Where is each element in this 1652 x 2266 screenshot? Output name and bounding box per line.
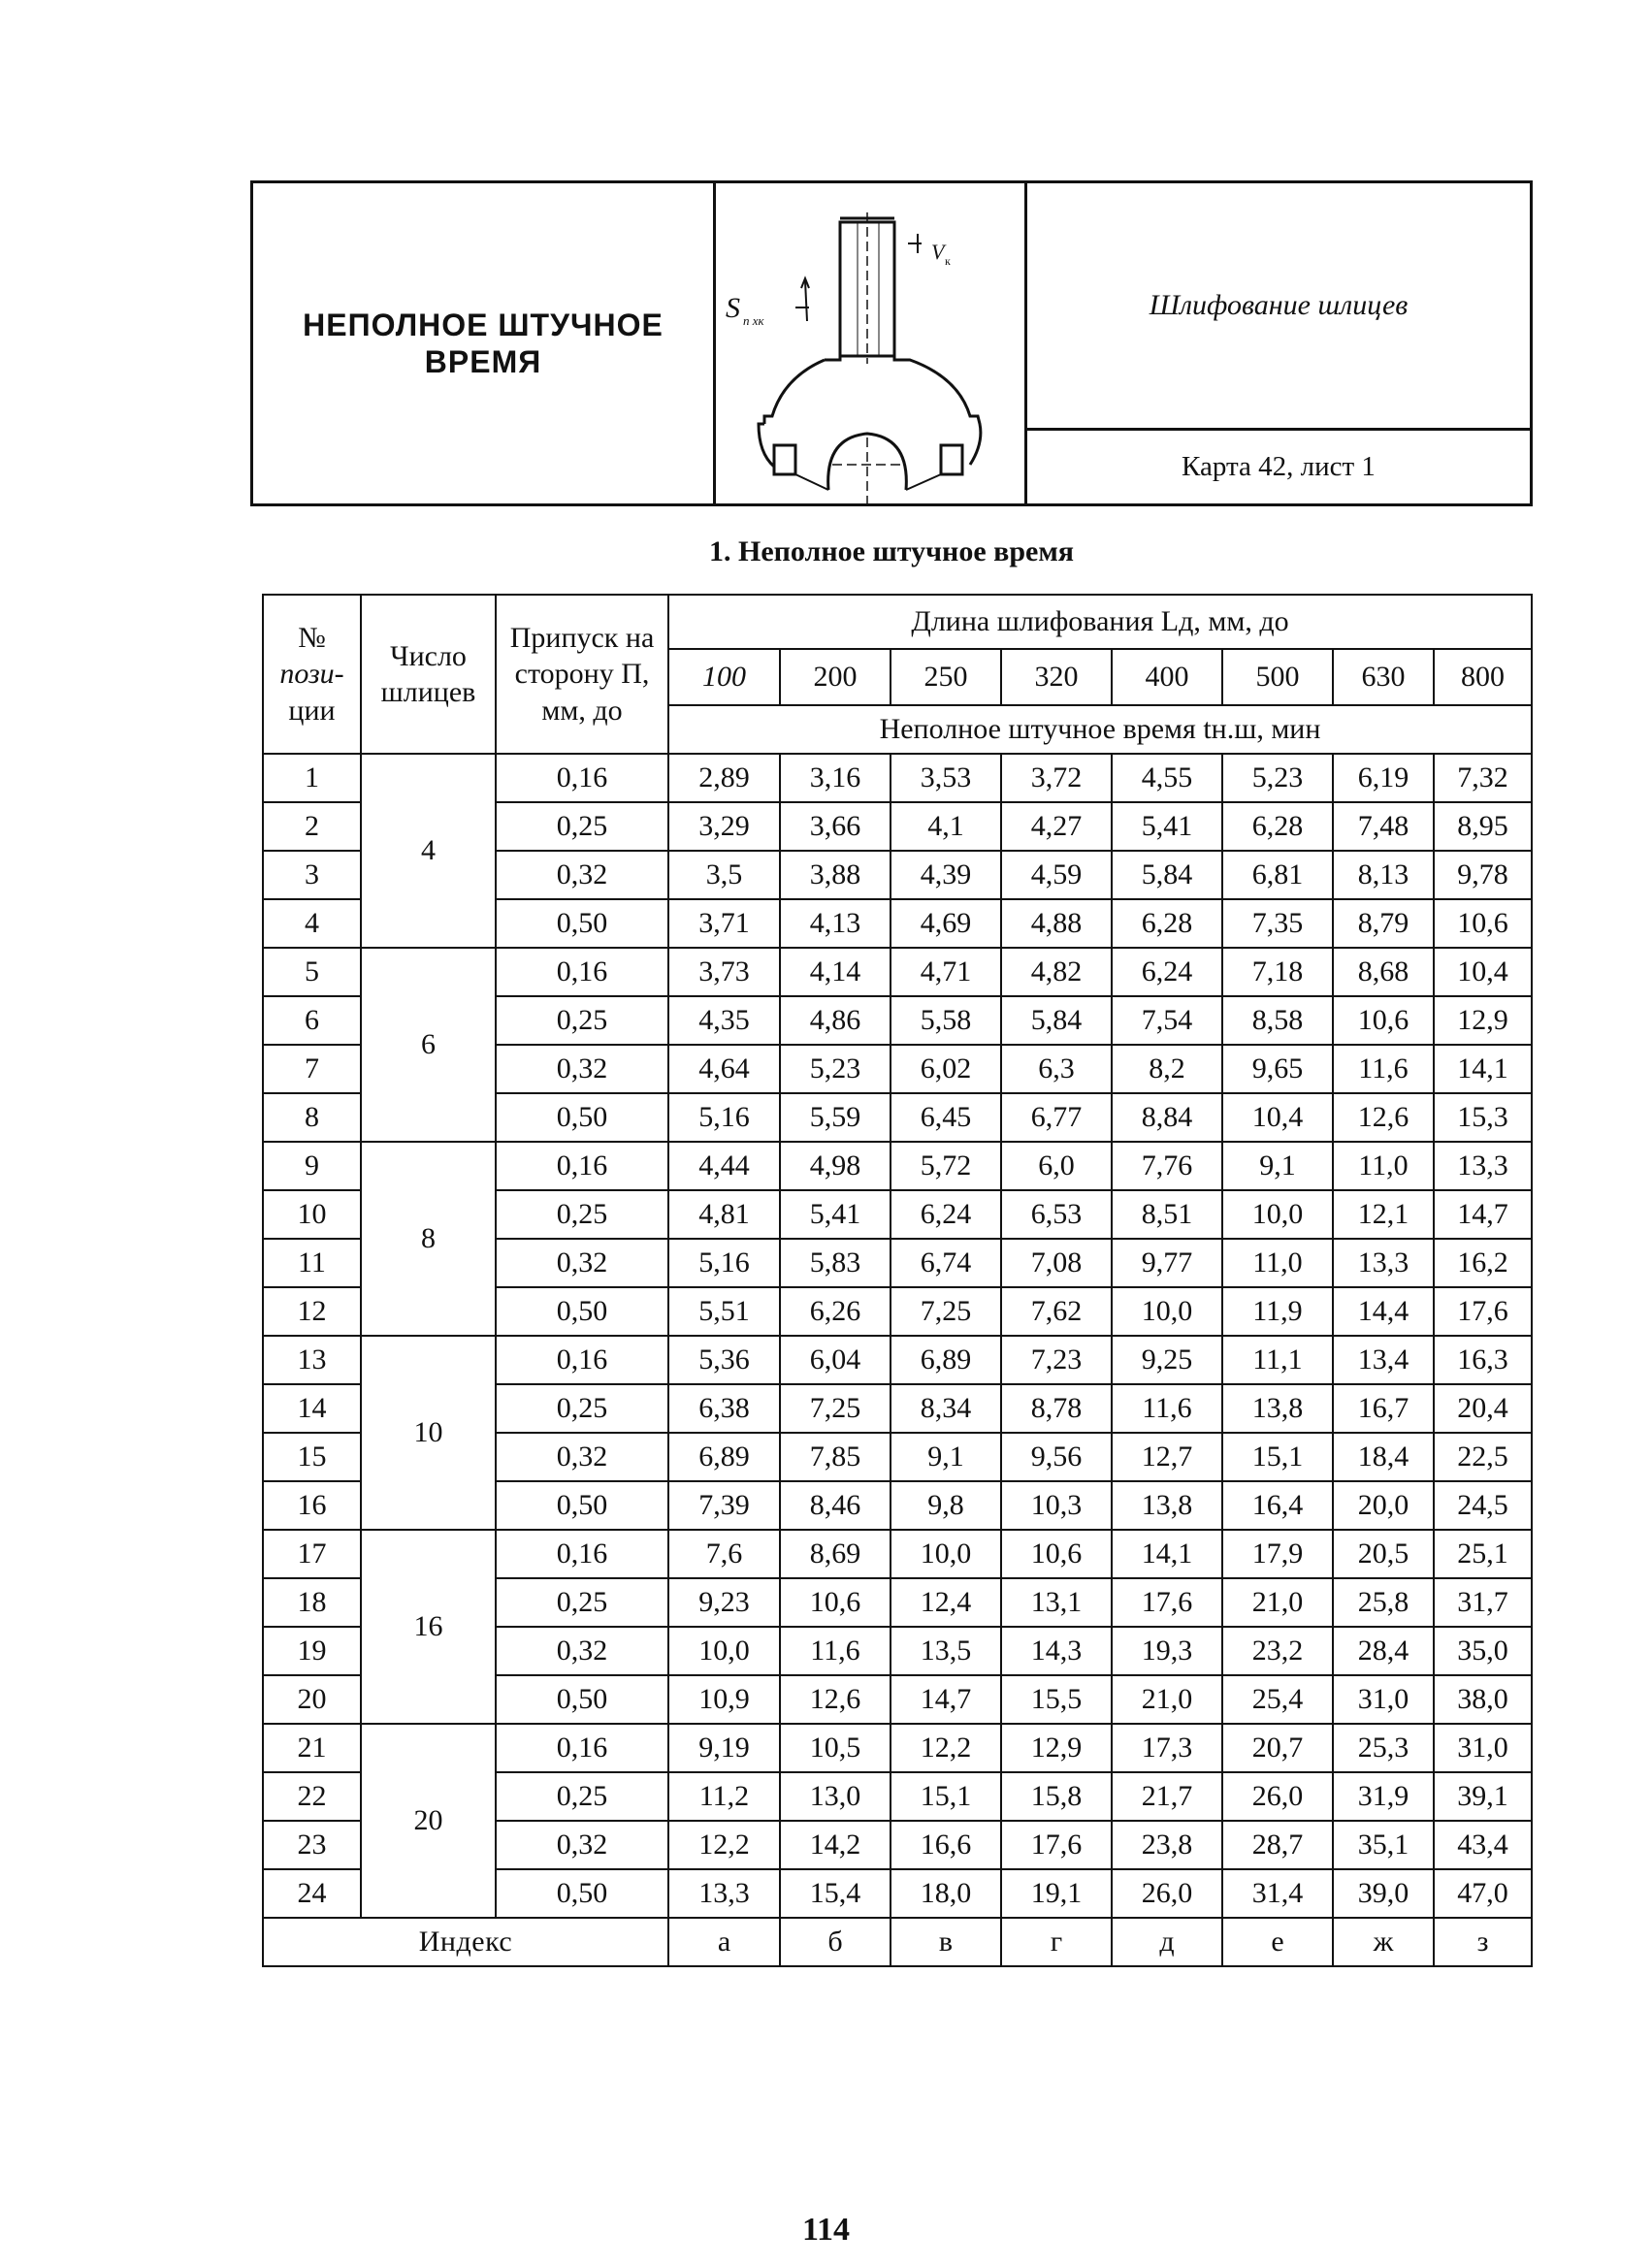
grinding-wheel-sketch-icon (716, 183, 1021, 503)
time-value-cell: 8,79 (1333, 899, 1434, 948)
time-value-cell: 25,8 (1333, 1578, 1434, 1627)
time-value-cell: 3,29 (668, 802, 780, 851)
length-header-400: 400 (1112, 649, 1222, 705)
table-row (263, 754, 1532, 802)
time-value-cell: 4,14 (780, 948, 891, 996)
position-cell: 19 (263, 1627, 361, 1675)
position-cell: 7 (263, 1045, 361, 1093)
time-value-cell: 9,25 (1112, 1336, 1222, 1384)
time-value-cell: 7,85 (780, 1433, 891, 1481)
time-value-cell: 7,39 (668, 1481, 780, 1530)
position-cell: 24 (263, 1869, 361, 1918)
length-header-200: 200 (780, 649, 891, 705)
time-value-cell: 7,54 (1112, 996, 1222, 1045)
table-row (263, 1724, 1532, 1772)
time-value-cell: 39,0 (1333, 1869, 1434, 1918)
time-value-cell: 11,6 (780, 1627, 891, 1675)
time-value-cell: 11,0 (1222, 1239, 1333, 1287)
piece-time-table (262, 594, 1533, 1967)
time-value-cell: 2,89 (668, 754, 780, 802)
time-value-cell: 5,41 (780, 1190, 891, 1239)
position-cell: 20 (263, 1675, 361, 1724)
time-value-cell: 9,77 (1112, 1239, 1222, 1287)
time-value-cell: 13,8 (1222, 1384, 1333, 1433)
allowance-cell: 0,32 (496, 1821, 668, 1869)
time-value-cell: 24,5 (1434, 1481, 1532, 1530)
position-header-line1: № (298, 621, 326, 654)
time-value-cell: 28,4 (1333, 1627, 1434, 1675)
allowance-cell: 0,50 (496, 1287, 668, 1336)
time-value-cell: 17,3 (1112, 1724, 1222, 1772)
header-title-line1: НЕПОЛНОЕ ШТУЧНОЕ (303, 307, 664, 342)
time-value-cell: 13,5 (891, 1627, 1001, 1675)
time-value-cell: 4,81 (668, 1190, 780, 1239)
position-cell: 15 (263, 1433, 361, 1481)
time-value-cell: 3,71 (668, 899, 780, 948)
position-cell: 10 (263, 1190, 361, 1239)
time-value-cell: 19,1 (1001, 1869, 1112, 1918)
time-value-cell: 19,3 (1112, 1627, 1222, 1675)
length-header-320: 320 (1001, 649, 1112, 705)
time-value-cell: 4,1 (891, 802, 1001, 851)
time-value-cell: 31,9 (1333, 1772, 1434, 1821)
position-cell: 6 (263, 996, 361, 1045)
time-value-cell: 31,7 (1434, 1578, 1532, 1627)
time-value-cell: 5,84 (1001, 996, 1112, 1045)
card-number: Карта 42, лист 1 (1182, 451, 1376, 482)
time-value-cell: 6,89 (891, 1336, 1001, 1384)
time-value-cell: 6,04 (780, 1336, 891, 1384)
time-value-cell: 5,36 (668, 1336, 780, 1384)
time-value-cell: 12,9 (1434, 996, 1532, 1045)
position-cell: 21 (263, 1724, 361, 1772)
time-value-cell: 31,4 (1222, 1869, 1333, 1918)
position-cell: 12 (263, 1287, 361, 1336)
time-value-cell: 11,2 (668, 1772, 780, 1821)
position-cell: 23 (263, 1821, 361, 1869)
index-letter-cell: з (1434, 1918, 1532, 1966)
time-value-cell: 11,0 (1333, 1142, 1434, 1190)
position-cell: 9 (263, 1142, 361, 1190)
time-value-cell: 8,58 (1222, 996, 1333, 1045)
time-value-cell: 11,9 (1222, 1287, 1333, 1336)
allowance-header-line2: сторону П, (514, 658, 650, 691)
index-letter-cell: а (668, 1918, 780, 1966)
time-value-cell: 23,8 (1112, 1821, 1222, 1869)
time-value-cell: 9,19 (668, 1724, 780, 1772)
allowance-cell: 0,25 (496, 996, 668, 1045)
time-value-cell: 10,6 (780, 1578, 891, 1627)
time-value-cell: 10,4 (1222, 1093, 1333, 1142)
diagram-s-subscript: n хк (743, 313, 764, 328)
header-info-cell (1027, 183, 1530, 503)
time-value-cell: 6,24 (891, 1190, 1001, 1239)
time-value-cell: 14,7 (1434, 1190, 1532, 1239)
allowance-cell: 0,25 (496, 1772, 668, 1821)
allowance-cell: 0,50 (496, 1093, 668, 1142)
time-value-cell: 13,3 (668, 1869, 780, 1918)
time-value-cell: 4,86 (780, 996, 891, 1045)
time-value-cell: 16,7 (1333, 1384, 1434, 1433)
allowance-cell: 0,50 (496, 1481, 668, 1530)
time-value-cell: 16,3 (1434, 1336, 1532, 1384)
allowance-column-header (496, 595, 668, 754)
allowance-cell: 0,16 (496, 948, 668, 996)
time-value-cell: 6,28 (1222, 802, 1333, 851)
time-value-cell: 10,4 (1434, 948, 1532, 996)
time-value-cell: 5,72 (891, 1142, 1001, 1190)
time-value-cell: 5,59 (780, 1093, 891, 1142)
index-letter-cell: г (1001, 1918, 1112, 1966)
time-value-cell: 22,5 (1434, 1433, 1532, 1481)
table-row (263, 1142, 1532, 1190)
time-value-cell: 3,88 (780, 851, 891, 899)
time-value-cell: 6,02 (891, 1045, 1001, 1093)
time-value-cell: 4,82 (1001, 948, 1112, 996)
time-value-cell: 16,2 (1434, 1239, 1532, 1287)
time-value-cell: 11,6 (1333, 1045, 1434, 1093)
time-value-cell: 14,1 (1434, 1045, 1532, 1093)
time-value-cell: 15,1 (1222, 1433, 1333, 1481)
time-value-cell: 13,1 (1001, 1578, 1112, 1627)
time-value-cell: 6,89 (668, 1433, 780, 1481)
time-value-cell: 12,7 (1112, 1433, 1222, 1481)
time-value-cell: 6,28 (1112, 899, 1222, 948)
position-cell: 14 (263, 1384, 361, 1433)
time-value-cell: 6,24 (1112, 948, 1222, 996)
time-value-cell: 8,69 (780, 1530, 891, 1578)
position-cell: 22 (263, 1772, 361, 1821)
allowance-cell: 0,16 (496, 1530, 668, 1578)
time-value-cell: 20,5 (1333, 1530, 1434, 1578)
time-value-cell: 8,68 (1333, 948, 1434, 996)
time-value-cell: 21,7 (1112, 1772, 1222, 1821)
allowance-header-line1: Припуск на (509, 621, 655, 654)
index-letter-cell: ж (1333, 1918, 1434, 1966)
time-value-cell: 17,6 (1434, 1287, 1532, 1336)
time-value-cell: 6,3 (1001, 1045, 1112, 1093)
time-value-cell: 26,0 (1112, 1869, 1222, 1918)
splines-cell: 4 (361, 754, 496, 948)
time-value-cell: 5,58 (891, 996, 1001, 1045)
position-cell: 3 (263, 851, 361, 899)
time-value-cell: 18,0 (891, 1869, 1001, 1918)
diagram-s-label: S (726, 292, 740, 324)
time-value-cell: 10,6 (1001, 1530, 1112, 1578)
time-value-cell: 4,98 (780, 1142, 891, 1190)
position-column-header (263, 595, 361, 754)
time-value-cell: 6,0 (1001, 1142, 1112, 1190)
length-header-250: 250 (891, 649, 1001, 705)
time-value-cell: 4,71 (891, 948, 1001, 996)
time-value-cell: 10,0 (891, 1530, 1001, 1578)
time-value-cell: 4,44 (668, 1142, 780, 1190)
time-value-cell: 8,2 (1112, 1045, 1222, 1093)
position-cell: 5 (263, 948, 361, 996)
time-value-cell: 5,83 (780, 1239, 891, 1287)
splines-column-header (361, 595, 496, 754)
position-cell: 8 (263, 1093, 361, 1142)
time-value-cell: 7,32 (1434, 754, 1532, 802)
allowance-cell: 0,50 (496, 1869, 668, 1918)
time-value-cell: 4,88 (1001, 899, 1112, 948)
time-value-cell: 14,7 (891, 1675, 1001, 1724)
time-value-cell: 3,5 (668, 851, 780, 899)
length-header-500: 500 (1222, 649, 1333, 705)
time-value-cell: 5,23 (780, 1045, 891, 1093)
time-value-cell: 17,6 (1001, 1821, 1112, 1869)
index-label: Индекс (263, 1918, 668, 1966)
time-value-cell: 8,95 (1434, 802, 1532, 851)
index-letter-cell: д (1112, 1918, 1222, 1966)
time-value-cell: 6,74 (891, 1239, 1001, 1287)
time-value-cell: 7,76 (1112, 1142, 1222, 1190)
time-value-cell: 3,66 (780, 802, 891, 851)
time-value-cell: 10,3 (1001, 1481, 1112, 1530)
splines-cell: 10 (361, 1336, 496, 1530)
time-value-cell: 12,1 (1333, 1190, 1434, 1239)
allowance-cell: 0,50 (496, 1675, 668, 1724)
splines-cell: 20 (361, 1724, 496, 1918)
allowance-cell: 0,25 (496, 1578, 668, 1627)
time-value-cell: 10,6 (1333, 996, 1434, 1045)
time-value-cell: 14,1 (1112, 1530, 1222, 1578)
allowance-cell: 0,32 (496, 1045, 668, 1093)
time-value-cell: 10,0 (1112, 1287, 1222, 1336)
position-cell: 4 (263, 899, 361, 948)
time-value-cell: 14,3 (1001, 1627, 1112, 1675)
splines-header-line1: Число (390, 639, 467, 672)
header-title-line2: ВРЕМЯ (424, 344, 542, 379)
diagram-v-label: V (931, 240, 945, 264)
time-value-cell: 21,0 (1222, 1578, 1333, 1627)
allowance-cell: 0,32 (496, 1627, 668, 1675)
time-value-cell: 4,27 (1001, 802, 1112, 851)
position-cell: 11 (263, 1239, 361, 1287)
time-value-cell: 17,9 (1222, 1530, 1333, 1578)
time-value-cell: 35,1 (1333, 1821, 1434, 1869)
time-value-cell: 21,0 (1112, 1675, 1222, 1724)
time-value-cell: 3,16 (780, 754, 891, 802)
time-value-cell: 9,8 (891, 1481, 1001, 1530)
time-value-cell: 15,3 (1434, 1093, 1532, 1142)
time-value-cell: 25,4 (1222, 1675, 1333, 1724)
time-value-cell: 17,6 (1112, 1578, 1222, 1627)
spline-grinding-diagram (716, 183, 1027, 503)
time-value-cell: 7,23 (1001, 1336, 1112, 1384)
time-value-cell: 4,55 (1112, 754, 1222, 802)
time-value-cell: 47,0 (1434, 1869, 1532, 1918)
time-value-cell: 23,2 (1222, 1627, 1333, 1675)
time-value-cell: 15,5 (1001, 1675, 1112, 1724)
time-value-cell: 7,62 (1001, 1287, 1112, 1336)
allowance-cell: 0,32 (496, 1239, 668, 1287)
length-header-800: 800 (1434, 649, 1532, 705)
table-row (263, 1530, 1532, 1578)
time-value-cell: 9,56 (1001, 1433, 1112, 1481)
time-value-cell: 13,4 (1333, 1336, 1434, 1384)
time-value-cell: 9,78 (1434, 851, 1532, 899)
time-value-cell: 7,18 (1222, 948, 1333, 996)
time-value-cell: 12,2 (891, 1724, 1001, 1772)
time-value-cell: 15,1 (891, 1772, 1001, 1821)
time-value-cell: 31,0 (1434, 1724, 1532, 1772)
time-value-cell: 20,7 (1222, 1724, 1333, 1772)
diagram-v-subscript: к (945, 254, 951, 268)
time-value-cell: 20,0 (1333, 1481, 1434, 1530)
time-value-cell: 18,4 (1333, 1433, 1434, 1481)
allowance-header-line3: мм, до (541, 694, 623, 727)
table-row (263, 1336, 1532, 1384)
time-value-cell: 35,0 (1434, 1627, 1532, 1675)
time-value-cell: 25,1 (1434, 1530, 1532, 1578)
operation-name: Шлифование шлицев (1027, 183, 1530, 431)
time-value-cell: 43,4 (1434, 1821, 1532, 1869)
time-value-cell: 5,16 (668, 1093, 780, 1142)
time-value-cell: 12,6 (780, 1675, 891, 1724)
time-value-cell: 6,81 (1222, 851, 1333, 899)
time-value-cell: 5,23 (1222, 754, 1333, 802)
time-value-cell: 6,38 (668, 1384, 780, 1433)
allowance-cell: 0,16 (496, 1336, 668, 1384)
splines-cell: 16 (361, 1530, 496, 1724)
time-value-cell: 7,48 (1333, 802, 1434, 851)
header-title-cell (253, 183, 716, 503)
time-value-cell: 5,16 (668, 1239, 780, 1287)
time-value-cell: 8,34 (891, 1384, 1001, 1433)
time-value-cell: 6,19 (1333, 754, 1434, 802)
position-header-line3: ции (288, 694, 336, 727)
time-value-cell: 9,23 (668, 1578, 780, 1627)
allowance-cell: 0,50 (496, 899, 668, 948)
index-letter-cell: в (891, 1918, 1001, 1966)
time-value-cell: 10,9 (668, 1675, 780, 1724)
time-value-cell: 31,0 (1333, 1675, 1434, 1724)
time-value-cell: 11,6 (1112, 1384, 1222, 1433)
time-value-cell: 10,0 (1222, 1190, 1333, 1239)
allowance-cell: 0,32 (496, 851, 668, 899)
time-value-cell: 3,72 (1001, 754, 1112, 802)
time-value-cell: 13,3 (1333, 1239, 1434, 1287)
time-value-cell: 7,08 (1001, 1239, 1112, 1287)
time-value-cell: 14,2 (780, 1821, 891, 1869)
time-value-cell: 8,84 (1112, 1093, 1222, 1142)
time-value-cell: 12,2 (668, 1821, 780, 1869)
time-value-cell: 9,1 (891, 1433, 1001, 1481)
time-value-cell: 10,6 (1434, 899, 1532, 948)
position-cell: 1 (263, 754, 361, 802)
time-value-cell: 7,35 (1222, 899, 1333, 948)
time-value-cell: 8,46 (780, 1481, 891, 1530)
time-value-cell: 10,0 (668, 1627, 780, 1675)
time-value-cell: 26,0 (1222, 1772, 1333, 1821)
time-value-cell: 4,35 (668, 996, 780, 1045)
allowance-cell: 0,25 (496, 802, 668, 851)
time-value-cell: 4,39 (891, 851, 1001, 899)
time-value-cell: 7,25 (891, 1287, 1001, 1336)
allowance-cell: 0,25 (496, 1190, 668, 1239)
time-value-cell: 15,4 (780, 1869, 891, 1918)
allowance-cell: 0,25 (496, 1384, 668, 1433)
length-group-header: Длина шлифования Lд, мм, до (668, 595, 1532, 649)
time-value-cell: 13,8 (1112, 1481, 1222, 1530)
time-value-cell: 7,25 (780, 1384, 891, 1433)
index-row (263, 1918, 1532, 1966)
table-row (263, 948, 1532, 996)
position-header-line2: пози- (279, 658, 344, 691)
time-value-cell: 7,6 (668, 1530, 780, 1578)
time-value-cell: 13,0 (780, 1772, 891, 1821)
index-letter-cell: е (1222, 1918, 1333, 1966)
allowance-cell: 0,16 (496, 754, 668, 802)
position-cell: 17 (263, 1530, 361, 1578)
position-cell: 2 (263, 802, 361, 851)
time-value-cell: 20,4 (1434, 1384, 1532, 1433)
time-value-cell: 8,51 (1112, 1190, 1222, 1239)
time-value-cell: 13,3 (1434, 1142, 1532, 1190)
splines-cell: 6 (361, 948, 496, 1142)
time-value-cell: 38,0 (1434, 1675, 1532, 1724)
index-letter-cell: б (780, 1918, 891, 1966)
time-value-cell: 9,65 (1222, 1045, 1333, 1093)
allowance-cell: 0,16 (496, 1724, 668, 1772)
time-value-cell: 10,5 (780, 1724, 891, 1772)
allowance-cell: 0,32 (496, 1433, 668, 1481)
time-value-cell: 8,78 (1001, 1384, 1112, 1433)
time-value-cell: 11,1 (1222, 1336, 1333, 1384)
section-title: 1. Неполное штучное время (708, 535, 1075, 567)
splines-header-line2: шлицев (380, 676, 476, 708)
time-value-cell: 5,51 (668, 1287, 780, 1336)
time-value-cell: 6,45 (891, 1093, 1001, 1142)
length-header-100: 100 (668, 649, 780, 705)
time-value-cell: 16,4 (1222, 1481, 1333, 1530)
card-header (250, 180, 1533, 506)
time-value-cell: 25,3 (1333, 1724, 1434, 1772)
length-header-630: 630 (1333, 649, 1434, 705)
time-value-cell: 28,7 (1222, 1821, 1333, 1869)
time-value-cell: 12,4 (891, 1578, 1001, 1627)
time-value-cell: 4,13 (780, 899, 891, 948)
time-value-cell: 12,6 (1333, 1093, 1434, 1142)
position-cell: 18 (263, 1578, 361, 1627)
time-value-cell: 3,73 (668, 948, 780, 996)
allowance-cell: 0,16 (496, 1142, 668, 1190)
time-value-cell: 12,9 (1001, 1724, 1112, 1772)
time-group-header: Неполное штучное время tн.ш, мин (668, 705, 1532, 754)
time-value-cell: 4,64 (668, 1045, 780, 1093)
time-value-cell: 16,6 (891, 1821, 1001, 1869)
splines-cell: 8 (361, 1142, 496, 1336)
time-value-cell: 4,59 (1001, 851, 1112, 899)
position-cell: 13 (263, 1336, 361, 1384)
time-value-cell: 3,53 (891, 754, 1001, 802)
time-value-cell: 6,77 (1001, 1093, 1112, 1142)
position-cell: 16 (263, 1481, 361, 1530)
time-value-cell: 14,4 (1333, 1287, 1434, 1336)
time-value-cell: 15,8 (1001, 1772, 1112, 1821)
time-value-cell: 39,1 (1434, 1772, 1532, 1821)
time-value-cell: 8,13 (1333, 851, 1434, 899)
time-value-cell: 5,41 (1112, 802, 1222, 851)
time-value-cell: 9,1 (1222, 1142, 1333, 1190)
page-number: 114 (801, 2212, 851, 2248)
time-value-cell: 5,84 (1112, 851, 1222, 899)
time-value-cell: 6,53 (1001, 1190, 1112, 1239)
time-value-cell: 4,69 (891, 899, 1001, 948)
time-value-cell: 6,26 (780, 1287, 891, 1336)
